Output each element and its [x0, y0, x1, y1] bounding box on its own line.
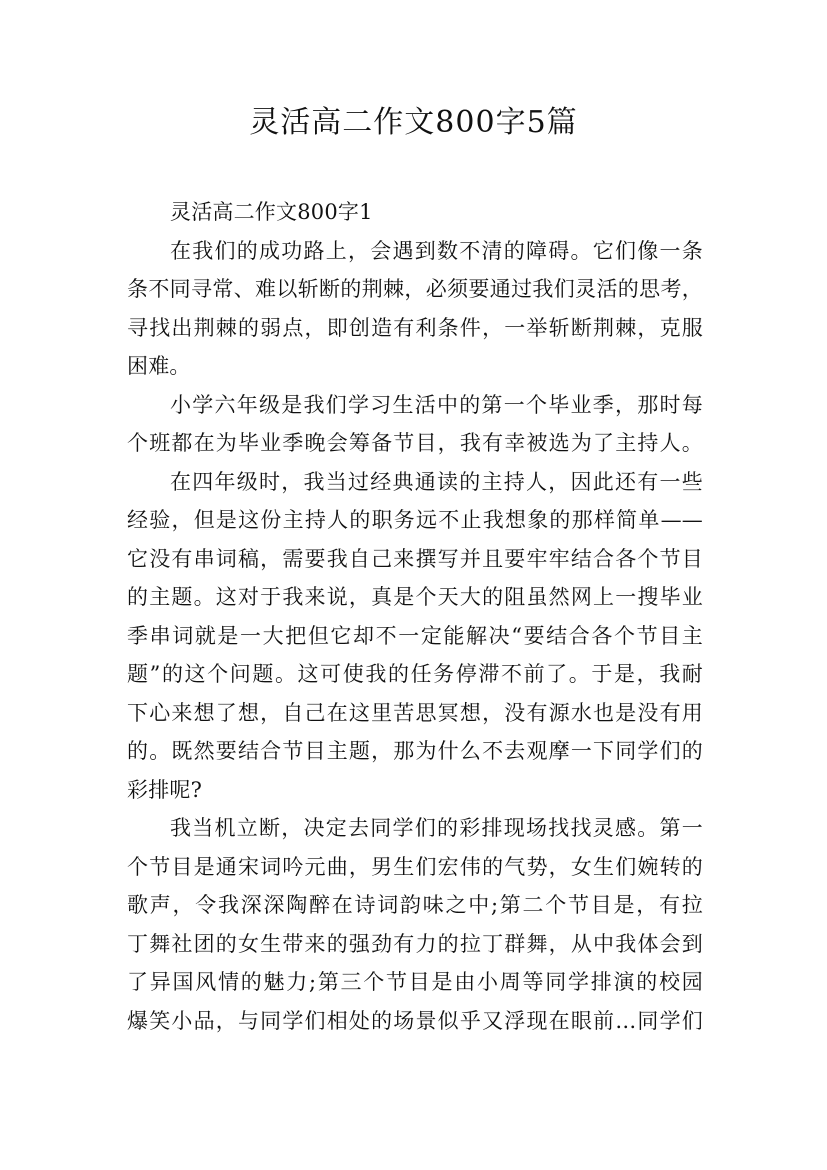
paragraph-line: 小学六年级是我们学习生活中的第一个毕业季，那时每 [170, 392, 703, 417]
paragraph-line: 它没有串词稿，需要我自己来撰写并且要牢牢结合各个节目 [127, 546, 703, 571]
paragraph-line: 题”的这个问题。这可使我的任务停滞不前了。于是，我耐 [127, 662, 703, 686]
document-title: 灵活高二作文800字5篇 [249, 105, 578, 140]
paragraph-line: 个班都在为毕业季晚会筹备节目，我有幸被选为了主持人。 [127, 431, 703, 455]
paragraph-line: 在我们的成功路上，会遇到数不清的障碍。它们像一条 [170, 238, 703, 263]
document-body [127, 193, 703, 1040]
paragraph-line: 寻找出荆棘的弱点，即创造有利条件，一举斩断荆棘，克服 [127, 315, 703, 340]
paragraph-line: 爆笑小品，与同学们相处的场景似乎又浮现在眼前…同学们 [127, 1008, 703, 1033]
paragraph-line: 在四年级时，我当过经典通读的主持人，因此还有一些 [170, 469, 703, 494]
paragraph-line: 的主题。这对于我来说，真是个天大的阻虽然网上一搜毕业 [127, 585, 703, 609]
paragraph-line: 个节目是通宋词吟元曲，男生们宏伟的气势，女生们婉转的 [127, 854, 703, 879]
paragraph-line: 季串词就是一大把但它却不一定能解决“要结合各个节目主 [127, 623, 703, 648]
essay-subtitle: 灵活高二作文800字1 [170, 200, 373, 224]
paragraph-line: 下心来想了想，自己在这里苦思冥想，没有源水也是没有用 [127, 700, 703, 725]
paragraph-line: 经验，但是这份主持人的职务远不止我想象的那样简单—— [127, 508, 703, 532]
paragraph-line: 的。既然要结合节目主题，那为什么不去观摩一下同学们的 [127, 739, 703, 763]
paragraph-line: 了异国风情的魅力;第三个节目是由小周等同学排演的校园 [127, 970, 703, 994]
paragraph-line: 彩排呢? [127, 777, 203, 802]
paragraph-line: 歌声，令我深深陶醉在诗词韵味之中;第二个节目是，有拉 [127, 893, 703, 917]
paragraph-line: 我当机立断，决定去同学们的彩排现场找找灵感。第一 [170, 816, 703, 840]
paragraph-line: 困难。 [127, 354, 191, 378]
paragraph-line: 条不同寻常、难以斩断的荆棘，必须要通过我们灵活的思考， [127, 277, 703, 301]
paragraph-line: 丁舞社团的女生带来的强劲有力的拉丁群舞，从中我体会到 [127, 931, 703, 956]
